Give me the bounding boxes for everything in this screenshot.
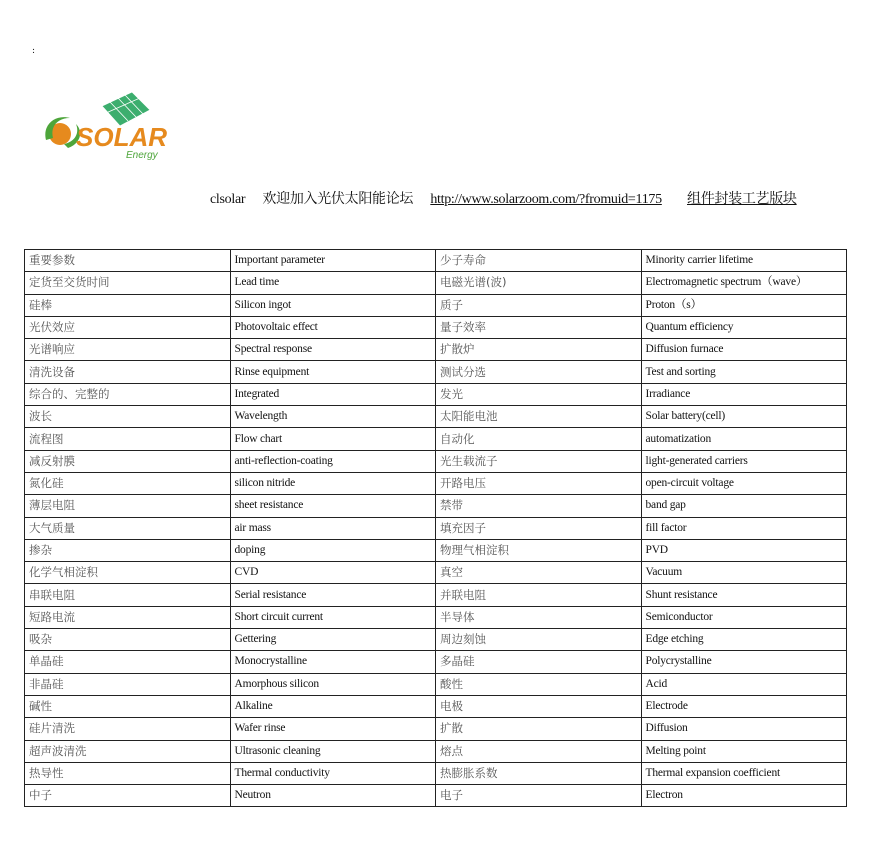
glossary-body xyxy=(25,250,847,807)
chinese-term-cell: 流程图 xyxy=(25,428,231,450)
english-term-cell: Rinse equipment xyxy=(230,361,436,383)
chinese-term-cell: 扩散炉 xyxy=(436,339,642,361)
chinese-term-cell: 半导体 xyxy=(436,606,642,628)
table-row xyxy=(25,517,847,539)
chinese-term-cell: 物理气相淀积 xyxy=(436,539,642,561)
english-term-cell: Edge etching xyxy=(641,629,847,651)
chinese-term-cell: 电子 xyxy=(436,785,642,807)
chinese-term-cell: 重要参数 xyxy=(25,250,231,272)
chinese-term-cell: 填充因子 xyxy=(436,517,642,539)
chinese-term-cell: 热导性 xyxy=(25,762,231,784)
table-row xyxy=(25,406,847,428)
table-row xyxy=(25,562,847,584)
table-row xyxy=(25,272,847,294)
chinese-term-cell: 周边刻蚀 xyxy=(436,629,642,651)
chinese-term-cell: 综合的、完整的 xyxy=(25,383,231,405)
english-term-cell: Alkaline xyxy=(230,695,436,717)
table-row xyxy=(25,428,847,450)
sun-swirl-icon xyxy=(45,117,80,148)
english-term-cell: Monocrystalline xyxy=(230,651,436,673)
english-term-cell: Proton（s） xyxy=(641,294,847,316)
page-marker: : xyxy=(32,46,36,56)
english-term-cell: Photovoltaic effect xyxy=(230,316,436,338)
english-term-cell: Diffusion xyxy=(641,718,847,740)
chinese-term-cell: 自动化 xyxy=(436,428,642,450)
english-term-cell: Thermal conductivity xyxy=(230,762,436,784)
english-term-cell: fill factor xyxy=(641,517,847,539)
chinese-term-cell: 单晶硅 xyxy=(25,651,231,673)
table-row xyxy=(25,651,847,673)
english-term-cell: Flow chart xyxy=(230,428,436,450)
table-row xyxy=(25,695,847,717)
chinese-term-cell: 真空 xyxy=(436,562,642,584)
table-row xyxy=(25,584,847,606)
english-term-cell: Semiconductor xyxy=(641,606,847,628)
table-row xyxy=(25,740,847,762)
table-row xyxy=(25,472,847,494)
chinese-term-cell: 熔点 xyxy=(436,740,642,762)
chinese-term-cell: 质子 xyxy=(436,294,642,316)
table-row xyxy=(25,495,847,517)
english-term-cell: Melting point xyxy=(641,740,847,762)
solar-energy-logo xyxy=(40,88,180,166)
chinese-term-cell: 清洗设备 xyxy=(25,361,231,383)
chinese-term-cell: 薄层电阻 xyxy=(25,495,231,517)
english-term-cell: Electrode xyxy=(641,695,847,717)
chinese-term-cell: 测试分选 xyxy=(436,361,642,383)
forum-link[interactable]: http://www.solarzoom.com/?fromuid=1175 xyxy=(430,192,662,207)
chinese-term-cell: 串联电阻 xyxy=(25,584,231,606)
chinese-term-cell: 热膨胀系数 xyxy=(436,762,642,784)
chinese-term-cell: 硅棒 xyxy=(25,294,231,316)
chinese-term-cell: 硅片清洗 xyxy=(25,718,231,740)
chinese-term-cell: 酸性 xyxy=(436,673,642,695)
english-term-cell: Quantum efficiency xyxy=(641,316,847,338)
table-row xyxy=(25,762,847,784)
english-term-cell: Wavelength xyxy=(230,406,436,428)
english-term-cell: Minority carrier lifetime xyxy=(641,250,847,272)
table-row xyxy=(25,629,847,651)
chinese-term-cell: 吸杂 xyxy=(25,629,231,651)
english-term-cell: Important parameter xyxy=(230,250,436,272)
english-term-cell: Serial resistance xyxy=(230,584,436,606)
english-term-cell: Short circuit current xyxy=(230,606,436,628)
chinese-term-cell: 扩散 xyxy=(436,718,642,740)
chinese-term-cell: 掺杂 xyxy=(25,539,231,561)
chinese-term-cell: 减反射膜 xyxy=(25,450,231,472)
chinese-term-cell: 禁带 xyxy=(436,495,642,517)
chinese-term-cell: 氮化硅 xyxy=(25,472,231,494)
english-term-cell: Electron xyxy=(641,785,847,807)
chinese-term-cell: 非晶硅 xyxy=(25,673,231,695)
table-row xyxy=(25,250,847,272)
english-term-cell: Polycrystalline xyxy=(641,651,847,673)
english-term-cell: Spectral response xyxy=(230,339,436,361)
chinese-term-cell: 光谱响应 xyxy=(25,339,231,361)
solar-panel-icon xyxy=(102,92,150,126)
section-link[interactable]: 组件封装工艺版块 xyxy=(687,192,797,207)
english-term-cell: Solar battery(cell) xyxy=(641,406,847,428)
english-term-cell: light-generated carriers xyxy=(641,450,847,472)
table-row xyxy=(25,450,847,472)
logo-main-text: SOLAR xyxy=(76,122,167,152)
english-term-cell: Diffusion furnace xyxy=(641,339,847,361)
chinese-term-cell: 并联电阻 xyxy=(436,584,642,606)
chinese-term-cell: 化学气相淀积 xyxy=(25,562,231,584)
site-name: clsolar xyxy=(210,192,246,207)
chinese-term-cell: 波长 xyxy=(25,406,231,428)
chinese-term-cell: 光伏效应 xyxy=(25,316,231,338)
table-row xyxy=(25,673,847,695)
header-line xyxy=(210,188,797,208)
table-row xyxy=(25,718,847,740)
english-term-cell: Electromagnetic spectrum（wave） xyxy=(641,272,847,294)
chinese-term-cell: 大气质量 xyxy=(25,517,231,539)
chinese-term-cell: 超声波清洗 xyxy=(25,740,231,762)
table-row xyxy=(25,606,847,628)
english-term-cell: Thermal expansion coefficient xyxy=(641,762,847,784)
chinese-term-cell: 短路电流 xyxy=(25,606,231,628)
chinese-term-cell: 发光 xyxy=(436,383,642,405)
english-term-cell: Lead time xyxy=(230,272,436,294)
english-term-cell: Amorphous silicon xyxy=(230,673,436,695)
table-row xyxy=(25,339,847,361)
chinese-term-cell: 开路电压 xyxy=(436,472,642,494)
glossary-table xyxy=(24,249,847,807)
english-term-cell: CVD xyxy=(230,562,436,584)
english-term-cell: silicon nitride xyxy=(230,472,436,494)
chinese-term-cell: 定货至交货时间 xyxy=(25,272,231,294)
chinese-term-cell: 少子寿命 xyxy=(436,250,642,272)
english-term-cell: sheet resistance xyxy=(230,495,436,517)
chinese-term-cell: 碱性 xyxy=(25,695,231,717)
table-row xyxy=(25,294,847,316)
english-term-cell: air mass xyxy=(230,517,436,539)
table-row xyxy=(25,539,847,561)
english-term-cell: Acid xyxy=(641,673,847,695)
chinese-term-cell: 量子效率 xyxy=(436,316,642,338)
chinese-term-cell: 太阳能电池 xyxy=(436,406,642,428)
welcome-text: 欢迎加入光伏太阳能论坛 xyxy=(262,192,414,207)
table-row xyxy=(25,383,847,405)
english-term-cell: Irradiance xyxy=(641,383,847,405)
english-term-cell: band gap xyxy=(641,495,847,517)
english-term-cell: open-circuit voltage xyxy=(641,472,847,494)
table-row xyxy=(25,785,847,807)
english-term-cell: Ultrasonic cleaning xyxy=(230,740,436,762)
english-term-cell: Neutron xyxy=(230,785,436,807)
logo-sub-text: Energy xyxy=(126,150,158,161)
english-term-cell: automatization xyxy=(641,428,847,450)
chinese-term-cell: 电磁光谱(波) xyxy=(436,272,642,294)
english-term-cell: Gettering xyxy=(230,629,436,651)
english-term-cell: doping xyxy=(230,539,436,561)
english-term-cell: PVD xyxy=(641,539,847,561)
english-term-cell: Wafer rinse xyxy=(230,718,436,740)
english-term-cell: anti-reflection-coating xyxy=(230,450,436,472)
chinese-term-cell: 多晶硅 xyxy=(436,651,642,673)
english-term-cell: Shunt resistance xyxy=(641,584,847,606)
table-row xyxy=(25,361,847,383)
english-term-cell: Test and sorting xyxy=(641,361,847,383)
table-row xyxy=(25,316,847,338)
chinese-term-cell: 中子 xyxy=(25,785,231,807)
chinese-term-cell: 光生载流子 xyxy=(436,450,642,472)
english-term-cell: Vacuum xyxy=(641,562,847,584)
english-term-cell: Silicon ingot xyxy=(230,294,436,316)
english-term-cell: Integrated xyxy=(230,383,436,405)
chinese-term-cell: 电极 xyxy=(436,695,642,717)
